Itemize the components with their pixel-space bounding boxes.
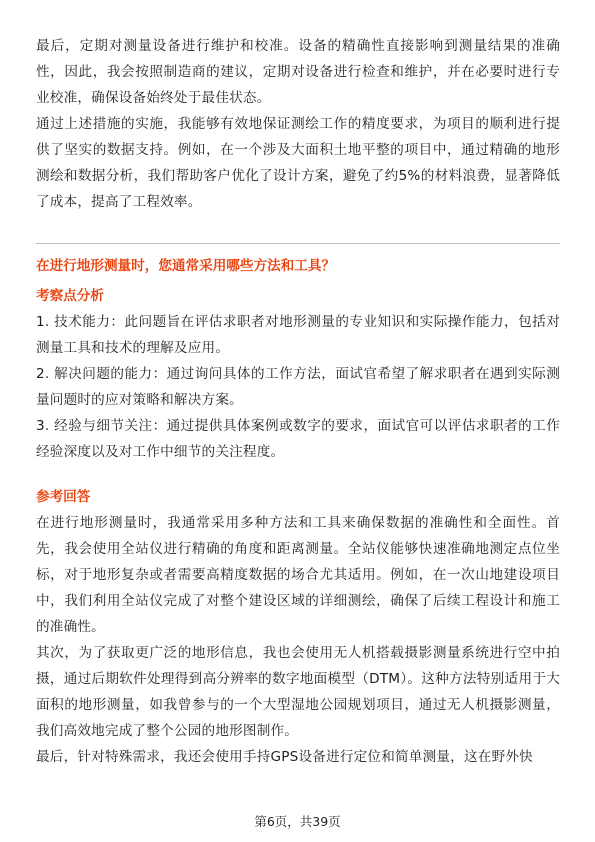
question-section <box>36 253 560 279</box>
analysis-item-experience: 3. 经验与细节关注：通过提供具体案例或数字的要求，面试官可以评估求职者的工作经验深度以及对工作中细节的关注程度。 <box>36 418 560 460</box>
intro-section <box>36 33 560 215</box>
answer-paragraph-total-station: 在进行地形测量时，我通常采用多种方法和工具来确保数据的准确性和全面性。首先，我会使用全站仪进行精确的角度和距离测量。全站仪能够快速准确地测定点位坐标，对于地形复杂或者需要高精度数据的场合尤其适用。例如，在一次山地建设项目中，我们利用全站仪完成了对整个建设区域的详细测绘，确保了后续工程设计和施工的准确性。 <box>36 515 560 635</box>
analysis-item-problem-solving: 2. 解决问题的能力：通过询问具体的工作方法，面试官希望了解求职者在遇到实际测量问题时的应对策略和解决方案。 <box>36 366 560 408</box>
analysis-title: 考察点分析 <box>36 288 104 304</box>
analysis-section <box>36 283 560 465</box>
answer-paragraph-drone: 其次，为了获取更广泛的地形信息，我也会使用无人机搭载摄影测量系统进行空中拍摄，通过后期软件处理得到高分辨率的数字地面模型（DTM）。这种方法特别适用于大面积的地形测量，如我曾参与的一个大型湿地公园规划项目，通过无人机摄影测量，我们高效地完成了整个公园的地形图制作。 <box>36 645 560 739</box>
question-title: 在进行地形测量时，您通常采用哪些方法和工具？ <box>36 258 336 274</box>
page-number: 第6页，共39页 <box>254 814 341 829</box>
answer-title: 参考回答 <box>36 489 91 505</box>
section-divider <box>36 243 560 244</box>
answer-paragraph-gps: 最后，针对特殊需求，我还会使用手持GPS设备进行定位和简单测量，这在野外快 <box>36 749 533 765</box>
analysis-item-technical: 1. 技术能力：此问题旨在评估求职者对地形测量的专业知识和实际操作能力，包括对测量工具和技术的理解及应用。 <box>36 314 560 356</box>
intro-paragraph-maintenance: 最后，定期对测量设备进行维护和校准。设备的精确性直接影响到测量结果的准确性，因此，我会按照制造商的建议，定期对设备进行检查和维护，并在必要时进行专业校准，确保设备始终处于最佳状态。 <box>36 38 560 106</box>
answer-section <box>36 484 560 770</box>
intro-paragraph-results: 通过上述措施的实施，我能够有效地保证测绘工作的精度要求，为项目的顺利进行提供了坚实的数据支持。例如，在一个涉及大面积土地平整的项目中，通过精确的地形测绘和数据分析，我们帮助客户优化了设计方案，避免了约5%的材料浪费，显著降低了成本，提高了工程效率。 <box>36 116 560 210</box>
